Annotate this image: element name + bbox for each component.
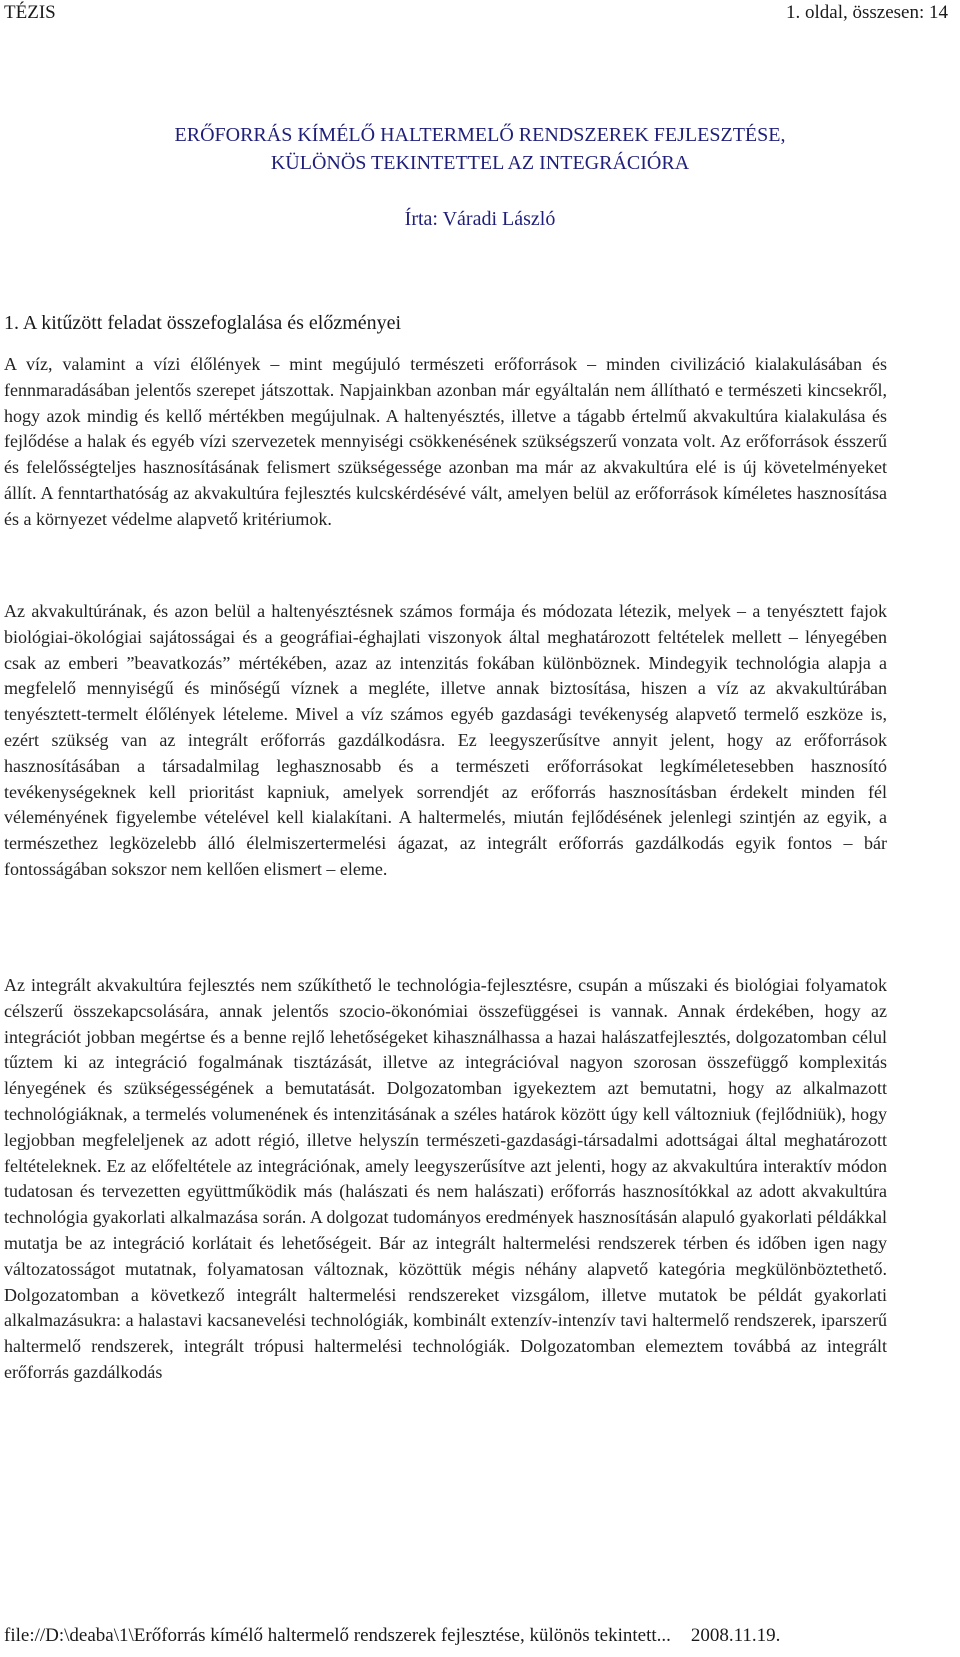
paragraph-2: Az akvakultúrának, és azon belül a haltenyésztésnek számos formája és módozata létezik, melyek – a tenyésztett fajok biológiai-ökológiai sajátosságai és a geográfiai-éghajlati viszonyok által meghatározott feltételek mellett – lényegében csak az emberi ”beavatkozás” mértékében, azaz az intenzitás fokában különböznek. Mindegyik technológia alapja a megfelelő mennyiségű és minőségű víznek a megléte, illetve annak biztosítása, hiszen a víz az akvakultúrában tenyésztett-termelt élőlények lételeme. Mivel a víz számos egyéb gazdasági tevékenység alapvető termelő eszköze is, ezért szükség van az integrált erőforrás gazdálkodásra. Ez leegyszerűsítve annyit jelent, hogy az erőforrások hasznosításában a társadalmilag leghasznosabb és a természeti erőforrásokat legkíméletesebben hasznosító tevékenységeknek kell prioritást kapniuk, amelyek sorrendjét az erőforrás hasznosításban érdekelt minden fél véleményének figyelembe vételével kell kialakítani. A haltermelés, miután fejlődésének jelenlegi szintjén az egyik, a természethez legközelebb álló élelmiszertermelési ágazat, az integrált erőforrás gazdálkodás egyik fontos – bár fontosságában sokszor nem kellően elismert – eleme. [4, 601, 887, 879]
paragraph-3: Az integrált akvakultúra fejlesztés nem szűkíthető le technológia-fejlesztésre, csupán a műszaki és biológiai folyamatok célszerű összekapcsolására, annak jelentős szocio-ökonómiai összefüggései is vannak. Annak érdekében, hogy az integrációt jobban megértse és a benne rejlő lehetőségeket kihasználhassa a hazai halászatfejlesztés, dolgozatomban célul tűztem ki az integráció fogalmának tisztázását, illetve az integrációval nagyon szorosan összefüggő komplexitás lényegének és szükségességének a bemutatását. Dolgozatomban igyekeztem azt bemutatni, hogy az alkalmazott technológiáknak, a termelés volumenének és intenzitásának a széles határok között úgy kell változniuk (fejlődniük), hogy legjobban megfeleljenek az adott régió, illetve helyszín természeti-gazdasági-társadalmi adottságai által meghatározott feltételeknek. Ez az előfeltétele az integrációnak, amely leegyszerűsítve azt jelenti, hogy az akvakultúra interaktív módon tudatosan és tervezetten együttműködik más (halászati és nem halászati) erőforrás hasznosítókkal az adott akvakultúra technológia gyakorlati alkalmazása során. A dolgozat tudományos eredmények hasznosításán alapuló gyakorlati példákkal mutatja be az integráció korlátait és lehetőségeit. Bár az integrált haltermelési rendszerek térben és időben igen nagy változatosságot mutatnak, folyamatosan változnak, közöttük mégis néhány alapvető kategória megkülönböztethető. Dolgozatomban a következő integrált haltermelési rendszereket vizsgálom, illetve mutatok be példát gyakorlati alkalmazásukra: a halastavi kacsanevelési technológiák, kombinált extenzív-intenzív tavi haltermelő rendszerek, iparszerű haltermelő rendszerek, integrált trópusi haltermelési technológiák. Dolgozatomban elemeztem továbbá az integrált erőforrás gazdálkodás [4, 975, 887, 1382]
header-label: TÉZIS [4, 2, 56, 23]
document-author: Írta: Váradi László [404, 208, 556, 230]
section-heading: 1. A kitűzött feladat összefoglalása és előzményei [4, 312, 402, 334]
document-title-line2: KÜLÖNÖS TEKINTETTEL AZ INTEGRÁCIÓRA [270, 152, 690, 174]
page-counter: 1. oldal, összesen: 14 [785, 2, 948, 23]
footer-date: 2008.11.19. [690, 1625, 781, 1646]
document-title [0, 121, 960, 177]
page-header [0, 0, 960, 30]
page-footer [4, 1625, 956, 1647]
paragraph-1: A víz, valamint a vízi élőlények – mint megújuló természeti erőforrások – minden civilizáció kialakulásában és fennmaradásában jelentős szerepet játszottak. Napjainkban azonban már egyáltalán nem állítható e természeti kincsekről, hogy azok mindig és kellő mértékben megújulnak. A haltenyésztés, illetve a tágabb értelmű akvakultúra kialakulása és fejlődése a halak és egyéb vízi szervezetek mennyiségi csökkenésének szükségszerű vonzata volt. Az erőforrások ésszerű és felelősségteljes hasznosításának felismert szükségessége azonban ma már az akvakultúra elé is új követelményeket állít. A fenntarthatóság az akvakultúra fejlesztés kulcskérdésévé vált, amelyen belül az erőforrások kíméletes hasznosítása és a környezet védelme alapvető kritériumok. [4, 354, 887, 529]
footer-file-path: file://D:\deaba\1\Erőforrás kímélő haltermelő rendszerek fejlesztése, különös tekintett... [4, 1625, 671, 1646]
document-title-line1: ERŐFORRÁS KÍMÉLŐ HALTERMELŐ RENDSZEREK FEJLESZTÉSE, [174, 124, 786, 146]
